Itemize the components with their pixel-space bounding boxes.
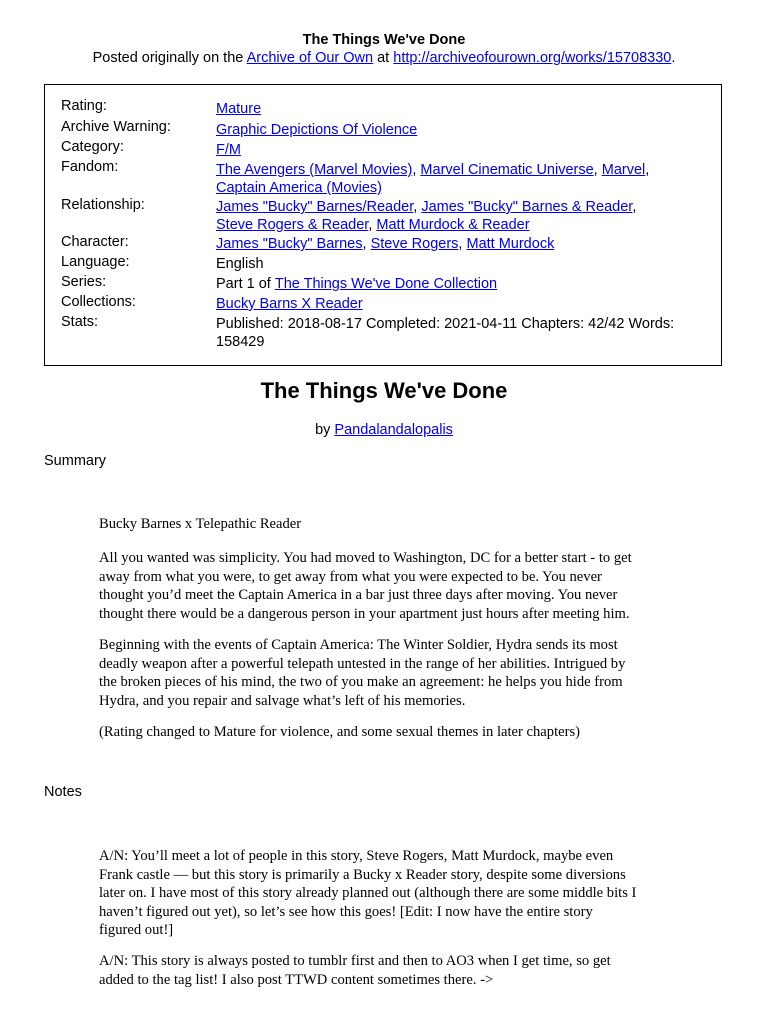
author-link[interactable]: Pandalandalopalis [334, 422, 453, 438]
posted-prefix: Posted originally on the [92, 50, 247, 66]
series-prefix: Part 1 of [216, 276, 271, 292]
notes-paragraph [99, 952, 679, 989]
relationship-link[interactable]: Steve Rogers & Reader [216, 217, 369, 233]
stats-word-count: 158429 [216, 334, 265, 350]
notes-heading: Notes [44, 784, 82, 800]
notes-paragraph [99, 847, 679, 940]
text-line: later on. I have most of this story already planned out (although there are some middle bits I [99, 885, 637, 901]
work-title: The Things We've Done [260, 378, 508, 403]
stats-line: Published: 2018-08-17 Completed: 2021-04-11 Chapters: 42/42 Words: [216, 316, 675, 332]
character-label: Character: [61, 234, 129, 250]
warning-label: Archive Warning: [61, 119, 171, 135]
text-line: the broken pieces of his mind, the two of you make an agreement: he helps you hide from [99, 674, 623, 690]
text-line: A/N: This story is always posted to tumblr first and then to AO3 when I get time, so get [99, 953, 611, 969]
rating-label: Rating: [61, 98, 107, 114]
relationship-link[interactable]: Matt Murdock & Reader [376, 217, 530, 233]
work-metadata-box: Rating: Mature Archive Warning: Graphic Depictions Of Violence Category: F/M Fandom: The Avengers (Marvel Movies), Marvel Cinematic Universe, Marvel, Captain America (Movies) Relationship: James "Bucky" Barnes/Reader, James "Bucky" Barnes & Reader, Steve Rogers & Reader, Matt Murdock & Reader Character: James "Bucky" Barnes, Steve Rogers, Matt Murdock Language: English Series: Part 1 of The Things We've Done Collection Collections: Bucky Barns X Reader Stats: Published: 2018-08-17 Completed: 2021-04-11 Chapters: 42/42 Words: 158429 [44, 84, 722, 366]
text-line: Bucky Barnes x Telepathic Reader [99, 516, 302, 532]
summary-paragraph [99, 723, 679, 742]
text-line: Frank castle — but this story is primarily a Bucky x Reader story, despite some diversions [99, 866, 626, 883]
fandom-link[interactable]: The Avengers (Marvel Movies) [216, 162, 413, 178]
at-text: at [373, 50, 394, 66]
character-link[interactable]: Matt Murdock [466, 236, 555, 252]
text-line: thought there would be a dangerous person in your apartment just hours after meeting him. [99, 605, 630, 622]
text-line: Hydra, and you repair and salvage what’s left of his memories. [99, 692, 466, 709]
text-line: added to the tag list! I also post TTWD content sometimes there. -> [99, 971, 494, 988]
warning-link[interactable]: Graphic Depictions Of Violence [216, 122, 418, 138]
text-line: (Rating changed to Mature for violence, and some sexual themes in later chapters) [99, 724, 581, 740]
text-line: away from what you were, to get away from what you were expected to be. You never [99, 568, 602, 585]
character-link[interactable]: Steve Rogers [370, 236, 459, 252]
work-url-link[interactable]: http://archiveofourown.org/works/15708330 [393, 50, 672, 66]
series-link[interactable]: The Things We've Done Collection [274, 276, 498, 292]
archive-link[interactable]: Archive of Our Own [246, 50, 374, 66]
relationship-link[interactable]: James "Bucky" Barnes & Reader [421, 199, 633, 215]
fandom-link[interactable]: Captain America (Movies) [216, 180, 382, 196]
relationship-link[interactable]: James "Bucky" Barnes/Reader [216, 199, 414, 215]
text-line: All you wanted was simplicity. You had moved to Washington, DC for a better start - to get [99, 550, 632, 566]
series-label: Series: [61, 274, 107, 290]
text-line: figured out!] [99, 922, 174, 938]
summary-heading: Summary [44, 453, 107, 469]
category-label: Category: [61, 139, 124, 155]
summary-paragraph [99, 515, 679, 534]
rating-link[interactable]: Mature [216, 101, 262, 117]
by-prefix: by [315, 422, 335, 438]
summary-paragraph [99, 636, 679, 710]
text-line: thought you’d meet the Captain America in a bar just three days after moving. You never [99, 587, 618, 603]
stats-label: Stats: [61, 314, 99, 330]
relationship-label: Relationship: [61, 197, 145, 213]
text-line: A/N: You’ll meet a lot of people in this story, Steve Rogers, Matt Murdock, maybe even [99, 848, 614, 864]
fandom-label: Fandom: [61, 159, 119, 175]
posted-originally-line [0, 50, 768, 66]
byline [0, 422, 768, 438]
text-line: Beginning with the events of Captain America: The Winter Soldier, Hydra sends its most [99, 637, 618, 653]
language-label: Language: [61, 254, 130, 270]
collection-link[interactable]: Bucky Barns X Reader [216, 296, 363, 312]
document-header-title: The Things We've Done [302, 32, 466, 48]
collections-label: Collections: [61, 294, 136, 310]
character-link[interactable]: James "Bucky" Barnes [216, 236, 363, 252]
category-link[interactable]: F/M [216, 142, 241, 158]
trailing-period: . [671, 50, 676, 66]
text-line: deadly weapon after a powerful telepath untested in the range of her abilities. Intrigued by [99, 655, 626, 672]
fandom-link[interactable]: Marvel [601, 162, 646, 178]
fandom-link[interactable]: Marvel Cinematic Universe [420, 162, 594, 178]
language-value: English [216, 256, 264, 272]
text-line: haven’t figured out yet), so let’s see how this goes! [Edit: I now have the entire story [99, 903, 593, 920]
summary-paragraph [99, 549, 679, 623]
